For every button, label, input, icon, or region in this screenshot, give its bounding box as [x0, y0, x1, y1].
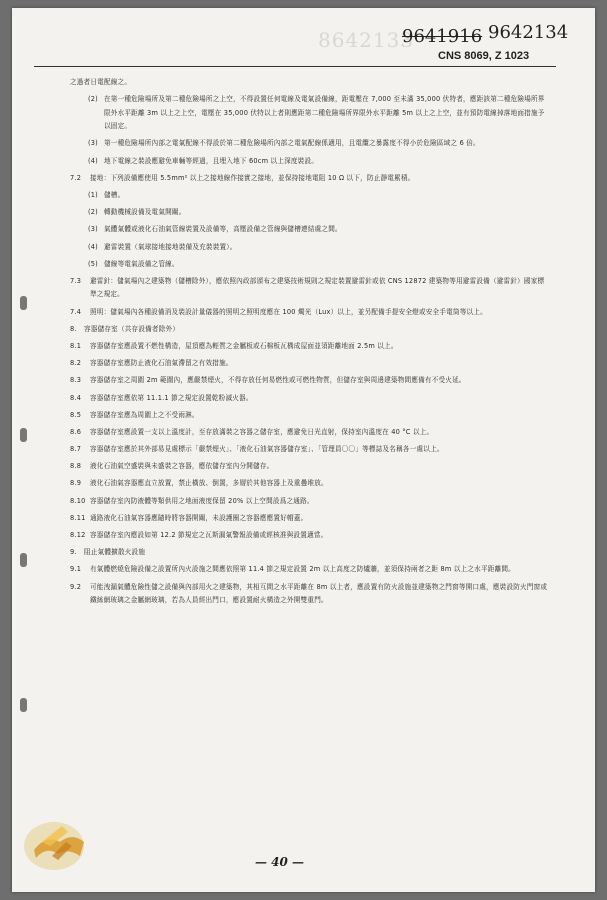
paragraph: [70, 512, 550, 526]
ghost-doc-number: 8642133: [318, 28, 415, 52]
binding-hole: [20, 428, 27, 442]
paragraph-label: 8.9: [70, 479, 82, 488]
paragraph-label: 7.4: [70, 307, 82, 316]
paragraph: [70, 340, 550, 354]
paragraph-label: 8.: [70, 324, 77, 333]
paragraph: [70, 172, 550, 186]
paragraph-label: 9.1: [70, 565, 82, 574]
paragraph-label: (2): [88, 95, 98, 104]
paragraph-text: 儲槽。: [104, 190, 125, 199]
paragraph: [70, 409, 550, 423]
paragraph: [70, 581, 550, 608]
paragraph-text: 第一種危險場所內部之電氣配線不得設於第二種危險場所內部之電氣配線係適用，且電纜之暴露度不得小於危險區域之 6 倍。: [104, 139, 480, 148]
old-doc-number: 9641916: [402, 26, 483, 47]
paragraph: [70, 306, 550, 320]
header-rule: [34, 66, 556, 67]
paragraph-label: 8.4: [70, 393, 82, 402]
paragraph-label: 7.3: [70, 276, 82, 285]
paragraph-text: 避雷針：儲氣場內之建築物（儲槽除外），應依照內政部頒布之建築技術規則之規定裝置避雷針或依 CNS 12872 建築物等用避雷設備（避雷針）國家標準之規定。: [90, 276, 545, 299]
paragraph-label: 8.2: [70, 359, 82, 368]
paragraph-text: 容器儲存室應依第 11.1.1 節之規定設置乾粉滅火器。: [90, 393, 253, 402]
paragraph-label: 8.5: [70, 410, 82, 419]
paragraph: [70, 357, 550, 371]
paragraph: [70, 258, 550, 272]
paragraph-text: 儲線等電氣設備之管線。: [104, 259, 179, 268]
paragraph: [70, 392, 550, 406]
paragraph-text: 通路液化石油氣容器應隨時將容器開關，未設護圈之容器應應置好帽蓋。: [90, 513, 308, 522]
paragraph: [70, 563, 550, 577]
paragraph-label: (4): [88, 156, 98, 165]
paragraph-label: (5): [88, 259, 98, 268]
paragraph-text: 氣體氣體或液化石油氣管線裝置及設備等，高壓設備之管線與儲槽連結處之間。: [104, 225, 342, 234]
standard-code: CNS 8069, Z 1023: [438, 50, 530, 62]
paragraph: [70, 374, 550, 388]
document-body: [70, 76, 550, 611]
paragraph-text: 容器儲存室應於其外部易見處標示「嚴禁煙火」、「液化石油氣容器儲存室」、「管理員〇〇」等標誌及名稱各一處以上。: [90, 445, 444, 454]
paragraph-text: 有氣體燃燒危險設備之設置所內火設施之間應依照第 11.4 節之規定設置 2m 以上高度之防爐牆，並須保持兩者之距 8m 以上之水平距離間。: [90, 565, 515, 574]
paragraph: [70, 426, 550, 440]
paragraph: [70, 155, 550, 169]
paragraph: [70, 323, 550, 337]
paragraph-text: 接地：下列設備應使用 5.5mm² 以上之接地線作接實之接地，並保持接地電阻 10 Ω 以下，防止靜電累積。: [90, 173, 415, 182]
paragraph: [70, 477, 550, 491]
paragraph-text: 之過者日電配線之。: [70, 78, 132, 86]
paragraph-text: 液化石油氣空盛裝與未盛裝之容器，應依儲存室內分開儲存。: [90, 462, 274, 471]
paragraph-text: 在第一種危險場所及第二種危險場所之上空，不得設置任何電線及電氣設備線，距電壓在 7,000 至未滿 35,000 伏特者，應距該第二種危險場所界限外水平距離 3m 以上之上空，電壓在 35,000 伏特以上者則應距第二種危險場所界限外水平距離 5m 以上之上空，並有預防電線掉落地面措施予以固定。: [104, 95, 545, 131]
paragraph: [70, 495, 550, 509]
binding-hole: [20, 698, 27, 712]
paragraph-label: 8.7: [70, 445, 82, 454]
paragraph-label: 8.12: [70, 531, 86, 539]
paragraph-label: 8.6: [70, 427, 82, 436]
paragraph: [70, 76, 550, 90]
paragraph-label: (1): [88, 190, 98, 199]
paragraph: [70, 529, 550, 543]
paragraph: [70, 223, 550, 237]
paragraph-text: 容器儲存室應設置一支以上溫度計，至存放滿裝之容器之儲存室，應避免日光直射，保持室內溫度在 40 °C 以上。: [90, 427, 434, 436]
paragraph-text: 地下電線之裝設應避免車輛等經過，且埋入地下 60cm 以上深度裝設。: [104, 156, 319, 165]
paragraph-text: 轉動機械設備及電氣開關。: [104, 208, 186, 217]
paragraph-text: 容器儲存室應設置不燃性構造，屋頂應為輕質之金屬板或石棉板瓦構成屋面並須距離地面 2.5m 以上。: [90, 341, 398, 350]
paragraph-label: 8.11: [70, 513, 86, 522]
paragraph-text: 液化石油氣容器應直立放置，禁止橫放、倒置，多層於其他容器上及重疊堆放。: [90, 479, 328, 488]
new-doc-number: 9642134: [488, 22, 569, 43]
paragraph-text: 容器儲存室應防止液化石油氣滯留之有效措施。: [90, 359, 233, 368]
library-logo-icon: [22, 812, 102, 872]
paragraph: [70, 206, 550, 220]
paragraph-label: 8.1: [70, 341, 82, 350]
paragraph: [70, 189, 550, 203]
paragraph: [70, 546, 550, 560]
paragraph-text: 容器儲存室應為周圍上之不受雨淋。: [90, 410, 199, 419]
paragraph-label: 7.2: [70, 173, 82, 182]
paragraph-label: (2): [88, 208, 98, 217]
paragraph: [70, 443, 550, 457]
paragraph-label: 8.3: [70, 376, 82, 385]
paragraph-text: 容器儲存室（共存設備者除外）: [84, 324, 180, 333]
paragraph-text: 避雷裝置（氣球接地接地裝備及充裝裝置）。: [104, 242, 237, 251]
paragraph: [70, 241, 550, 255]
paragraph-text: 阻止氣體擴散火設施: [84, 548, 146, 557]
paragraph-label: (3): [88, 225, 98, 234]
binding-hole: [20, 553, 27, 567]
paragraph-text: 照明：儲氣場內各種設備消及裝設計量儀器的照明之照明度應在 100 燭光（Lux）以上，並另配備手提安全燈或安全手電筒等以上。: [90, 307, 487, 316]
paragraph-text: 容器儲存室之周圍 2m 範圍內，應嚴禁煙火，不得存放任何易燃性或可燃性物質，但儲存室與周邊建築物間應備有不受火延。: [90, 376, 466, 385]
paragraph: [70, 93, 550, 134]
paragraph-label: 8.8: [70, 462, 82, 471]
paragraph-text: 可能洩漏氣體危險性儲之設備與內部用火之建築物，其相互間之水平距離在 8m 以上者，應設置有防火設施並建築物之門窗等開口處，應裝設防火門窗或鐵絲網玻璃之金屬網玻璃，若為人員經出門口，應設置耐火構造之外開雙重門。: [90, 582, 548, 605]
page-number: — 40 —: [255, 855, 305, 869]
paragraph: [70, 275, 550, 302]
paragraph: [70, 460, 550, 474]
paragraph-label: 8.10: [70, 496, 86, 505]
paragraph-text: 容器儲存室內防液體等類供用之地面液度保留 20% 以上空間設爲之通路。: [90, 496, 314, 505]
paragraph-label: 9.: [70, 548, 77, 557]
paragraph-label: (4): [88, 242, 98, 251]
paragraph-label: 9.2: [70, 582, 82, 591]
binding-hole: [20, 296, 27, 310]
paragraph-text: 容器儲存室內應設如第 12.2 節規定之瓦斯漏氣警報設備或經核准與設置適當。: [90, 531, 328, 539]
paragraph: [70, 137, 550, 151]
paragraph-label: (3): [88, 139, 98, 148]
